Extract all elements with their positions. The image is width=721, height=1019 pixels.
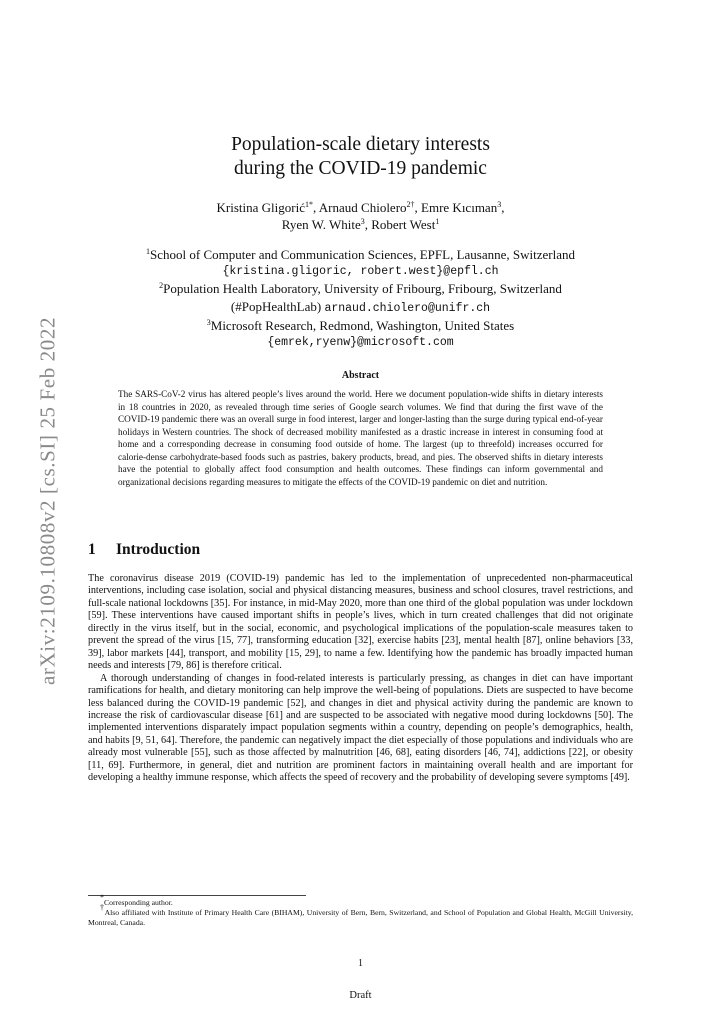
- affiliation-marker: 2: [159, 281, 164, 291]
- paper-title: [0, 133, 721, 181]
- author-line-1: Kristina Gligorić$^{1*}$, Arnaud Chiolero$^{2\dagger}$, Emre Kıcıman$^3$,: [216, 200, 505, 215]
- author-marker: 3: [497, 200, 502, 210]
- affiliation-2: [0, 280, 721, 297]
- affiliation-2-email: arnaud.chiolero@unifr.ch: [324, 301, 491, 315]
- title-line-1: Population-scale dietary interests: [231, 134, 490, 155]
- affiliation-3: [0, 317, 721, 334]
- lab-handle: (#PopHealthLab): [230, 298, 322, 314]
- section-number: 1: [88, 541, 96, 558]
- affiliation-marker: 3: [206, 318, 211, 328]
- affiliations: [0, 246, 721, 351]
- footnote-marker: †: [100, 903, 105, 912]
- author-line-2: Ryen W. White$^3$, Robert West$^1$: [281, 217, 440, 232]
- title-line-2: during the COVID-19 pandemic: [234, 158, 487, 179]
- affiliation-text: Microsoft Research, Redmond, Washington, United States: [210, 317, 515, 333]
- section-heading: [88, 541, 200, 559]
- draft-label: Draft: [349, 990, 372, 1001]
- arxiv-identifier: arXiv:2109.10808v2 [cs.SI] 25 Feb 2022: [35, 316, 60, 685]
- abstract-heading: Abstract: [341, 370, 380, 381]
- page-number: 1: [358, 958, 363, 969]
- footnote-text: Also affiliated with Institute of Primary Health Care (BIHAM), University of Bern, Bern, Switzerland, and School of Population and Global Health, McGill University, Montreal, Canada.: [88, 907, 634, 927]
- footnote: [88, 903, 634, 928]
- author-marker: 1*: [305, 200, 313, 210]
- footnote-text: Corresponding author.: [104, 898, 173, 907]
- abstract-text: The SARS-CoV-2 virus has altered people’s lives around the world. Here we document population-wide shifts in dietary interests in 18 countries in 2020, as revealed through time series of Google search volumes. We find that during the first wave of the COVID-19 pandemic there was an overall surge in food interest, larger and longer-lasting than the surge during typical end-of-year holidays in Western countries. The shock of decreased mobility manifested as a drastic increase in interest in consuming food at home and a corresponding decrease in consuming food outside of home. The largest (up to threefold) increases occurred for calorie-dense carbohydrate-based foods such as pastries, bakery products, bread, and pies. The observed shifts in dietary interests have the potential to globally affect food consumption and health outcomes. These findings can inform governmental and organizational decisions regarding measures to mitigate the effects of the COVID-19 pandemic on diet and nutrition.: [118, 389, 603, 487]
- affiliation-text: School of Computer and Communication Sciences, EPFL, Lausanne, Switzerland: [150, 247, 575, 262]
- author-name: Kristina Gligorić: [216, 200, 305, 215]
- author-name: Robert West: [371, 217, 436, 232]
- affiliation-2-contact: [0, 298, 721, 317]
- author-marker: 3: [360, 217, 365, 227]
- body-text: [88, 573, 633, 785]
- author-name: Ryen W. White: [281, 217, 361, 232]
- affiliation-1-email: {kristina.gligoric, robert.west}@epfl.ch: [222, 265, 499, 279]
- footnote-marker: *: [100, 893, 104, 903]
- paragraph: The coronavirus disease 2019 (COVID-19) pandemic has led to the implementation of unprecedented non-pharmaceutical interventions, including case isolation, social and physical distancing measures, business and school closures, travel restrictions, and full-scale national lockdowns [35]. For instance, in mid-May 2020, more than one third of the global population was under lockdown [59]. These interventions have caused important shifts in people’s lives, which in turn created challenges that did not originate directly in the virus itself, but in the social, economic, and psychological implications of the population-scale measures taken to prevent the spread of the virus [15, 77], transforming education [32], exercise habits [23], mental health [87], online behaviors [33, 39], labor markets [44], transport, and mobility [15, 29], to name a few. Identifying how the pandemic has broadly impacted human needs and interests [79, 86] is therefore critical.: [88, 573, 633, 672]
- author-list: [0, 199, 721, 233]
- footnote: [88, 893, 633, 908]
- affiliation-marker: 1: [146, 247, 151, 257]
- author-marker: 2†: [406, 200, 415, 210]
- paragraph: A thorough understanding of changes in food-related interests is particularly pressing, as changes in diet can have important ramifications for health, and dietary monitoring can help improve the well-being of populations. Diets are suspected to have become less balanced during the COVID-19 pandemic [52], and changes in diet and physical activity during the pandemic are known to increase the risk of cardiovascular disease [61] and are suspected to be associated with negative mood during lockdowns [50]. The implemented interventions disparately impact population segments within a country, depending on people’s demographics, health, and habits [9, 51, 64]. Therefore, the pandemic can negatively impact the diet especially of those populations and individuals who are already most vulnerable [55], such as those affected by malnutrition [46, 68], eating disorders [46, 74], addictions [22], or obesity [11, 69]. Furthermore, in general, diet and nutrition are prominent factors in maintaining overall health and are important for developing a healthy immune response, which affects the speed of recovery and the probability of developing severe symptoms [49].: [88, 672, 633, 784]
- footnotes: [88, 893, 634, 927]
- affiliation-3-email: {emrek,ryenw}@microsoft.com: [267, 336, 454, 350]
- author-marker: 1: [435, 217, 440, 227]
- footnote-rule: [88, 895, 306, 896]
- section-title: Introduction: [116, 541, 201, 558]
- affiliation-text: Population Health Laboratory, University of Fribourg, Fribourg, Switzerland: [163, 281, 562, 297]
- affiliation-1: [0, 246, 721, 263]
- author-name: Emre Kıcıman: [421, 200, 498, 215]
- author-name: Arnaud Chiolero: [318, 200, 407, 215]
